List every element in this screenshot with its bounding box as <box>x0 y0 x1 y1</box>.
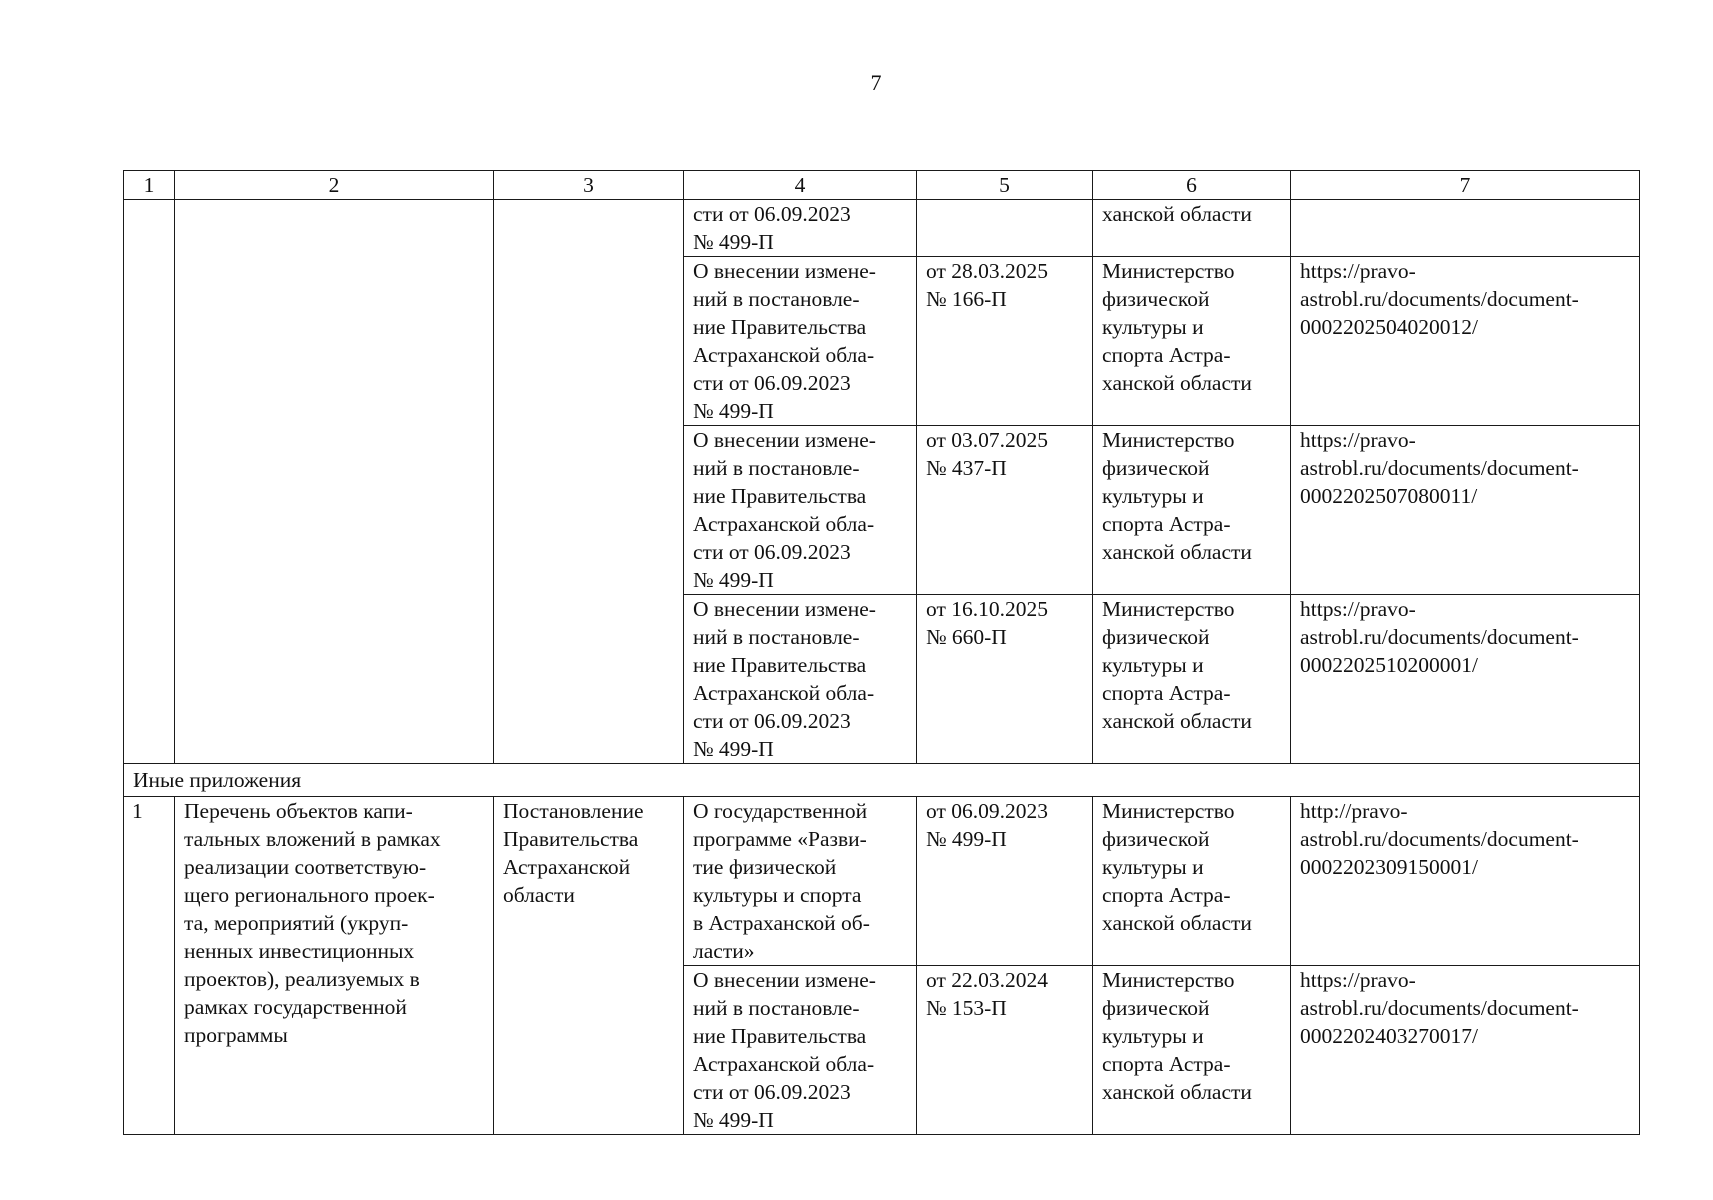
table-row <box>124 797 1640 966</box>
document-link[interactable]: https://pravo- astrobl.ru/documents/document- 0002202403270017/ <box>1300 968 1579 1048</box>
document-title: О внесении измене- ний в постановле- ние Правительства Астраханской обла- сти от 06.09.2023 № 499-П <box>693 259 876 423</box>
responsible-cell <box>1093 797 1291 966</box>
header-col-6: 6 <box>1093 171 1291 200</box>
document-link[interactable]: https://pravo- astrobl.ru/documents/document- 0002202510200001/ <box>1300 597 1579 677</box>
link-cell <box>1291 426 1640 595</box>
responsible-cell <box>1093 426 1291 595</box>
document-title: О внесении измене- ний в постановле- ние Правительства Астраханской обла- сти от 06.09.2023 № 499-П <box>693 968 876 1132</box>
document-date: от 28.03.2025 № 166-П <box>926 259 1048 311</box>
document-date-cell <box>917 595 1093 764</box>
responsible-body: Министерство физической культуры и спорта Астра- ханской области <box>1102 799 1252 935</box>
document-date-cell <box>917 426 1093 595</box>
link-cell <box>1291 797 1640 966</box>
continued-type-cell <box>494 200 684 764</box>
document-date: от 22.03.2024 № 153-П <box>926 968 1048 1020</box>
document-title: сти от 06.09.2023 № 499-П <box>693 202 851 254</box>
link-cell <box>1291 200 1640 257</box>
document-date: от 03.07.2025 № 437-П <box>926 428 1048 480</box>
document-title-cell <box>684 257 917 426</box>
item-type-cell <box>494 797 684 1135</box>
header-col-4: 4 <box>684 171 917 200</box>
document-title-cell <box>684 966 917 1135</box>
documents-table <box>123 170 1640 1135</box>
document-title-cell <box>684 200 917 257</box>
item-name-cell <box>175 797 494 1135</box>
header-col-2: 2 <box>175 171 494 200</box>
link-cell <box>1291 966 1640 1135</box>
responsible-cell <box>1093 257 1291 426</box>
item-type: Постановление Правительства Астраханской области <box>503 799 644 907</box>
document-title: О внесении измене- ний в постановле- ние Правительства Астраханской обла- сти от 06.09.2023 № 499-П <box>693 597 876 761</box>
document-title-cell <box>684 426 917 595</box>
document-title: О государственной программе «Разви- тие физической культуры и спорта в Астраханской об- ласти» <box>693 799 870 963</box>
continued-num-cell <box>124 200 175 764</box>
responsible-cell <box>1093 200 1291 257</box>
continued-name-cell <box>175 200 494 764</box>
table-row <box>124 200 1640 257</box>
header-col-5: 5 <box>917 171 1093 200</box>
link-cell <box>1291 595 1640 764</box>
responsible-cell <box>1093 595 1291 764</box>
section-title: Иные приложения <box>124 764 1640 797</box>
responsible-body: Министерство физической культуры и спорта Астра- ханской области <box>1102 597 1252 733</box>
document-title-cell <box>684 595 917 764</box>
document-date-cell <box>917 257 1093 426</box>
document-date-cell <box>917 200 1093 257</box>
link-cell <box>1291 257 1640 426</box>
header-col-1: 1 <box>124 171 175 200</box>
responsible-body: Министерство физической культуры и спорта Астра- ханской области <box>1102 259 1252 395</box>
document-date: от 16.10.2025 № 660-П <box>926 597 1048 649</box>
responsible-body: Министерство физической культуры и спорта Астра- ханской области <box>1102 968 1252 1104</box>
responsible-body: Министерство физической культуры и спорта Астра- ханской области <box>1102 428 1252 564</box>
header-col-3: 3 <box>494 171 684 200</box>
document-title-cell <box>684 797 917 966</box>
section-row <box>124 764 1640 797</box>
document-link[interactable]: http://pravo- astrobl.ru/documents/document- 0002202309150001/ <box>1300 799 1579 879</box>
document-title: О внесении измене- ний в постановле- ние Правительства Астраханской обла- сти от 06.09.2023 № 499-П <box>693 428 876 592</box>
header-col-7: 7 <box>1291 171 1640 200</box>
document-link[interactable]: https://pravo- astrobl.ru/documents/document- 0002202507080011/ <box>1300 428 1579 508</box>
document-date-cell <box>917 966 1093 1135</box>
responsible-body: ханской области <box>1102 202 1252 226</box>
item-name: Перечень объектов капи- тальных вложений в рамках реализации соответствую- щего регионального проек- та, мероприятий (укруп- ненных инвестиционных проектов), реализуемых в рамках государственной программы <box>184 799 441 1047</box>
responsible-cell <box>1093 966 1291 1135</box>
document-link[interactable]: https://pravo- astrobl.ru/documents/document- 0002202504020012/ <box>1300 259 1579 339</box>
document-date: от 06.09.2023 № 499-П <box>926 799 1048 851</box>
page-number: 7 <box>870 70 882 95</box>
header-row <box>124 171 1640 200</box>
document-date-cell <box>917 797 1093 966</box>
item-number: 1 <box>124 797 175 1135</box>
